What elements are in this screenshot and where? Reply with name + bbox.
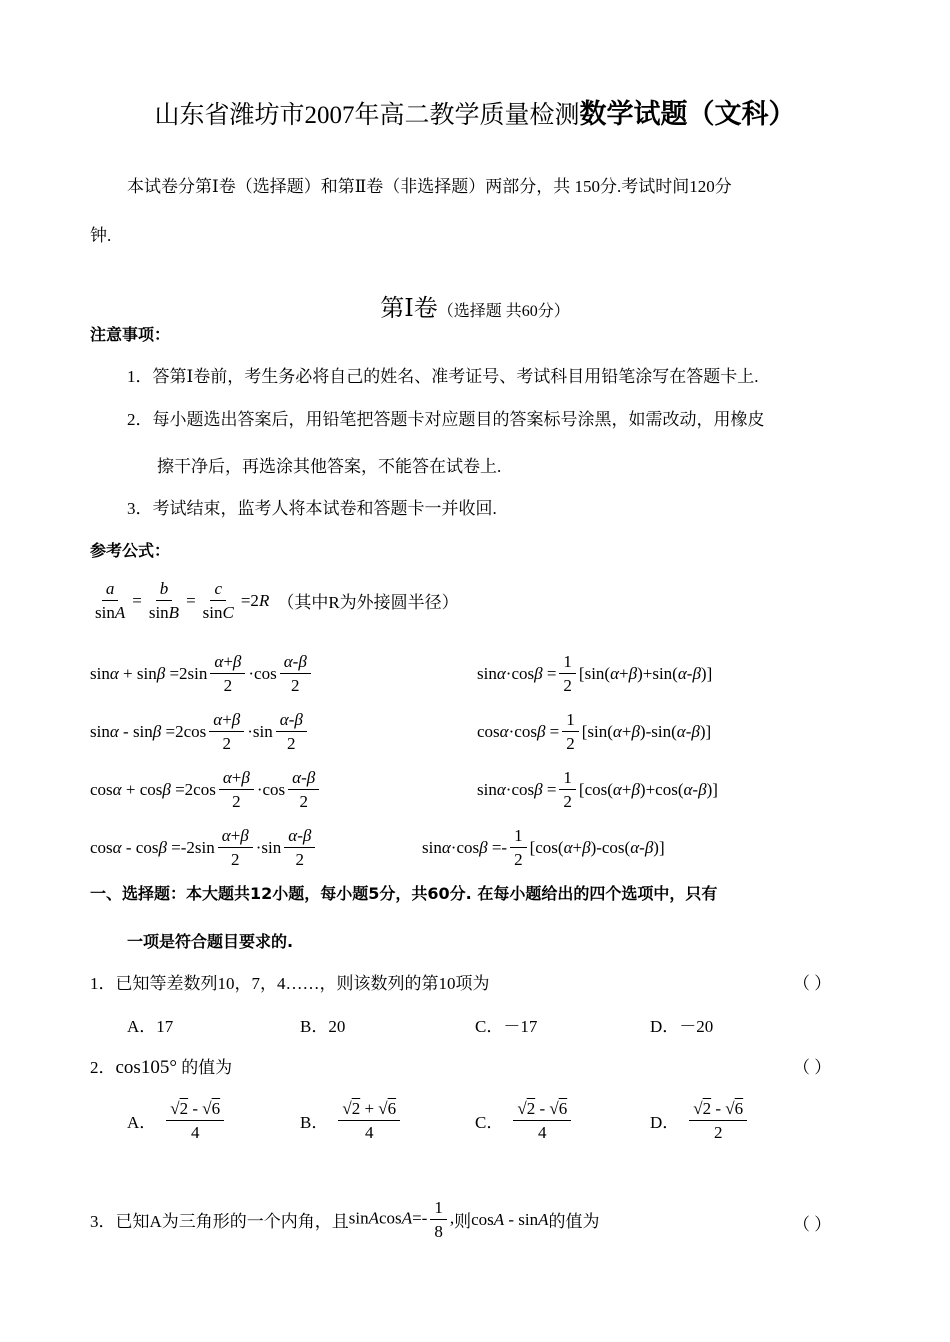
question-1-option-a: A．17 [127,1017,174,1036]
section1-line-2: 一项是符合题目要求的. [127,932,294,951]
formula-sum-sin: sin α + sin β =2sin $\frac{\alpha+\beta}{2}$ ·cos $\frac{\alpha-\beta}{2}$ [90,651,314,697]
notice-item-2: 2．每小题选出答案后，用铅笔把答题卡对应题目的答案标号涂黑，如需改动，用橡皮 [127,410,765,429]
question-1-option-b: B．20 [300,1017,346,1036]
document-title [0,92,950,131]
formula-diff-cos: cos α - cos β =-2sin $\frac{\alpha+\beta}{2}$ ·sin $\frac{\alpha-\beta}{2}$ [90,825,318,871]
question-2-suffix: 的值为 [176,1058,233,1077]
formulas-heading: 参考公式： [90,541,171,560]
notice-heading: 注意事项： [90,325,171,344]
question-2-option-d: D． $\frac{√2 - √6}{2}$ [650,1098,750,1144]
formula-diff-sin: sin α - sin β =2cos $\frac{\alpha+\beta}{2}$ ·sin $\frac{\alpha-\beta}{2}$ [90,709,310,755]
question-2-option-c: C． $\frac{√2 - √6}{4}$ [475,1098,574,1144]
question-1-stem: 1．已知等差数列10，7，4……，则该数列的第10项为 [90,974,490,993]
question-1-bracket: （ ） [793,974,832,993]
question-3-math-1: sinAcosA=- $\frac{1}{8}$ , [348,1198,455,1242]
question-3-then: 则 [454,1212,472,1232]
question-1-option-d: D．－20 [650,1017,714,1036]
question-2-math: cos105° [115,1057,177,1078]
notice-item-3: 3．考试结束，监考人将本试卷和答题卡一并收回. [127,499,497,518]
question-2-prefix: 2． [90,1058,116,1077]
part1-title: 第Ⅰ卷 [380,296,438,322]
formula-sin-cos-product: sin α ·cos β = $\frac{1}{2}$ [sin( α + β )+sin( α - β )] [477,652,713,696]
question-2-stem [90,1053,232,1079]
question-3-math-2: cosA - sinA [471,1209,549,1229]
question-3-stem [90,1197,600,1243]
notice-item-2-cont: 擦干净后，再选涂其他答案，不能答在试卷上. [157,457,502,476]
question-2-option-a: A． $\frac{√2 - √6}{4}$ [127,1098,227,1144]
section1-line-1: 一、选择题：本大题共12小题，每小题5分，共60分. 在每小题给出的四个选项中，只有 [90,884,718,903]
part1-heading [0,288,950,323]
formula-sum-cos: cos α + cos β =2cos $\frac{\alpha+\beta}{2}$ ·cos $\frac{\alpha-\beta}{2}$ [90,767,322,813]
title-bold: 数学试题（文科） [579,99,796,130]
question-2-option-b: B． $\frac{√2 + √6}{4}$ [300,1098,403,1144]
question-3-prefix: 3．已知A为三角形的一个内角，且 [90,1212,349,1232]
question-1-option-c: C．－17 [475,1017,538,1036]
notice-item-1: 1．答第Ⅰ卷前，考生务必将自己的姓名、准考证号、考试科目用铅笔涂写在答题卡上. [127,367,759,386]
title-main: 山东省潍坊市2007年高二教学质量检测 [154,102,580,129]
question-3-suffix: 的值为 [548,1212,600,1232]
question-2-bracket: （ ） [793,1058,832,1077]
question-3-bracket: （ ） [793,1215,832,1234]
formula-sin-sin-product: sin α ·cos β =- $\frac{1}{2}$ [cos( α + β )-cos( α - β )] [422,826,665,870]
formula-cos-sin-product: cos α ·cos β = $\frac{1}{2}$ [sin( α + β )-sin( α - β )] [477,710,712,754]
intro-line-1: 本试卷分第Ⅰ卷（选择题）和第Ⅱ卷（非选择题）两部分，共 150分.考试时间120分 [127,177,732,196]
formula-cos-cos-product: sin α ·cos β = $\frac{1}{2}$ [cos( α + β )+cos( α - β )] [477,768,718,812]
part1-sub: （选择题 共60分） [437,303,570,320]
formula-law-of-sines: $\frac{a}{\sin A}$ = $\frac{b}{\sin B}$ = $\frac{c}{\sin C}$ =2 R （其中R为外接圆半径） [95,579,459,623]
law-of-sines-note: （其中R为外接圆半径） [277,593,459,613]
intro-line-2: 钟. [90,226,112,245]
